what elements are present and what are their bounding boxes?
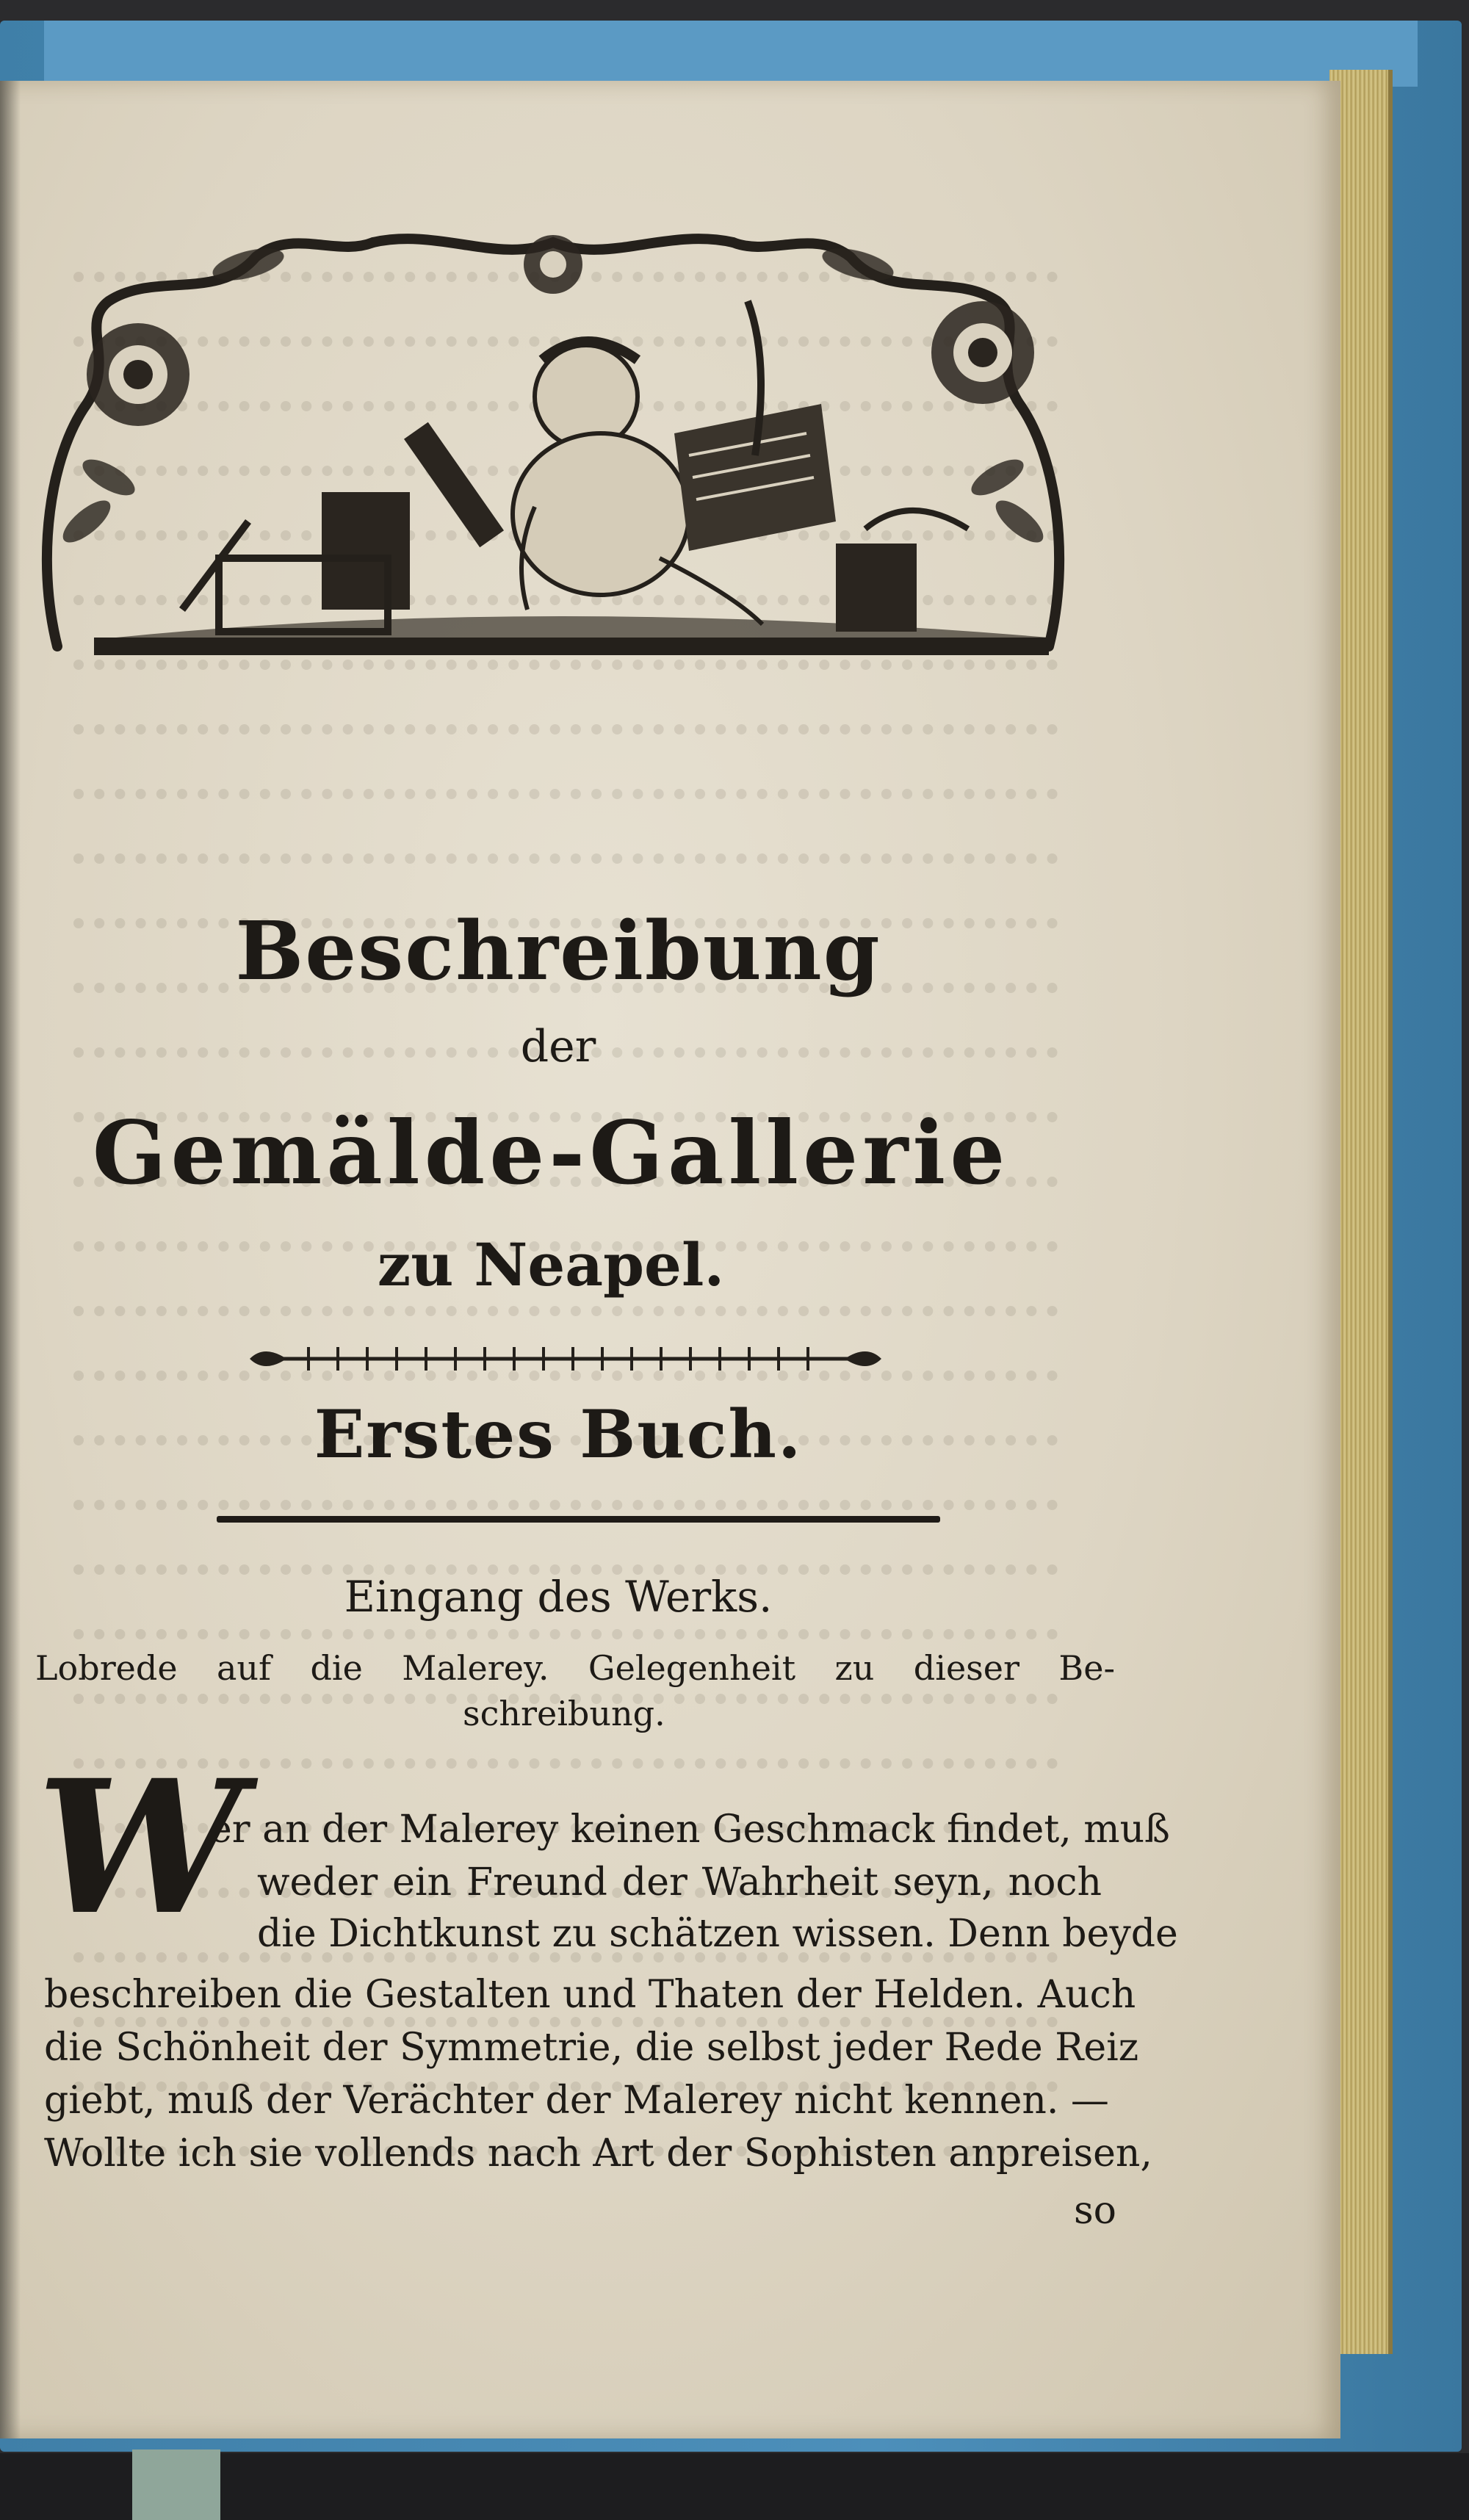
section-summary-line-1: Lobrede auf die Malerey. Gelegenheit zu dieser Be-: [35, 1648, 1115, 1688]
background-table: [0, 2453, 1469, 2520]
cover-top-edge: [44, 21, 1418, 87]
title-line-der: der: [520, 1021, 596, 1072]
title-line-gallerie: Gemälde-Gallerie: [92, 1102, 1010, 1204]
woodcut-putto-vignette-icon: [28, 213, 1078, 676]
gutter-shadow: [0, 81, 21, 2438]
drop-cap-initial: W: [37, 1739, 243, 1955]
body-text-line: die Dichtkunst zu schätzen wissen. Denn beyde: [257, 1912, 1178, 1956]
heavy-rule-divider: [217, 1516, 940, 1523]
section-heading: Eingang des Werks.: [344, 1572, 773, 1622]
body-text-line: Wollte ich sie vollends nach Art der Sophisten anpreisen,: [44, 2131, 1152, 2176]
bookmark-ribbon: [132, 2449, 220, 2520]
body-text-line: giebt, muß der Verächter der Malerey nicht kennen. —: [44, 2079, 1109, 2123]
body-text-line: die Schönheit der Symmetrie, die selbst jeder Rede Reiz: [44, 2026, 1139, 2070]
ornamental-rule-icon: [242, 1337, 889, 1381]
catchword: so: [1074, 2189, 1116, 2233]
book-number-title: Erstes Buch.: [314, 1396, 803, 1473]
body-text-line: er an der Malerey keinen Geschmack findet, muß: [209, 1808, 1170, 1852]
section-summary-line-2: schreibung.: [463, 1694, 665, 1733]
title-line-beschreibung: Beschreibung: [235, 903, 881, 998]
title-line-neapel: zu Neapel.: [377, 1230, 725, 1299]
body-text-line: beschreiben die Gestalten und Thaten der Helden. Auch: [44, 1973, 1136, 2017]
body-text-line: weder ein Freund der Wahrheit seyn, noch: [257, 1860, 1102, 1905]
